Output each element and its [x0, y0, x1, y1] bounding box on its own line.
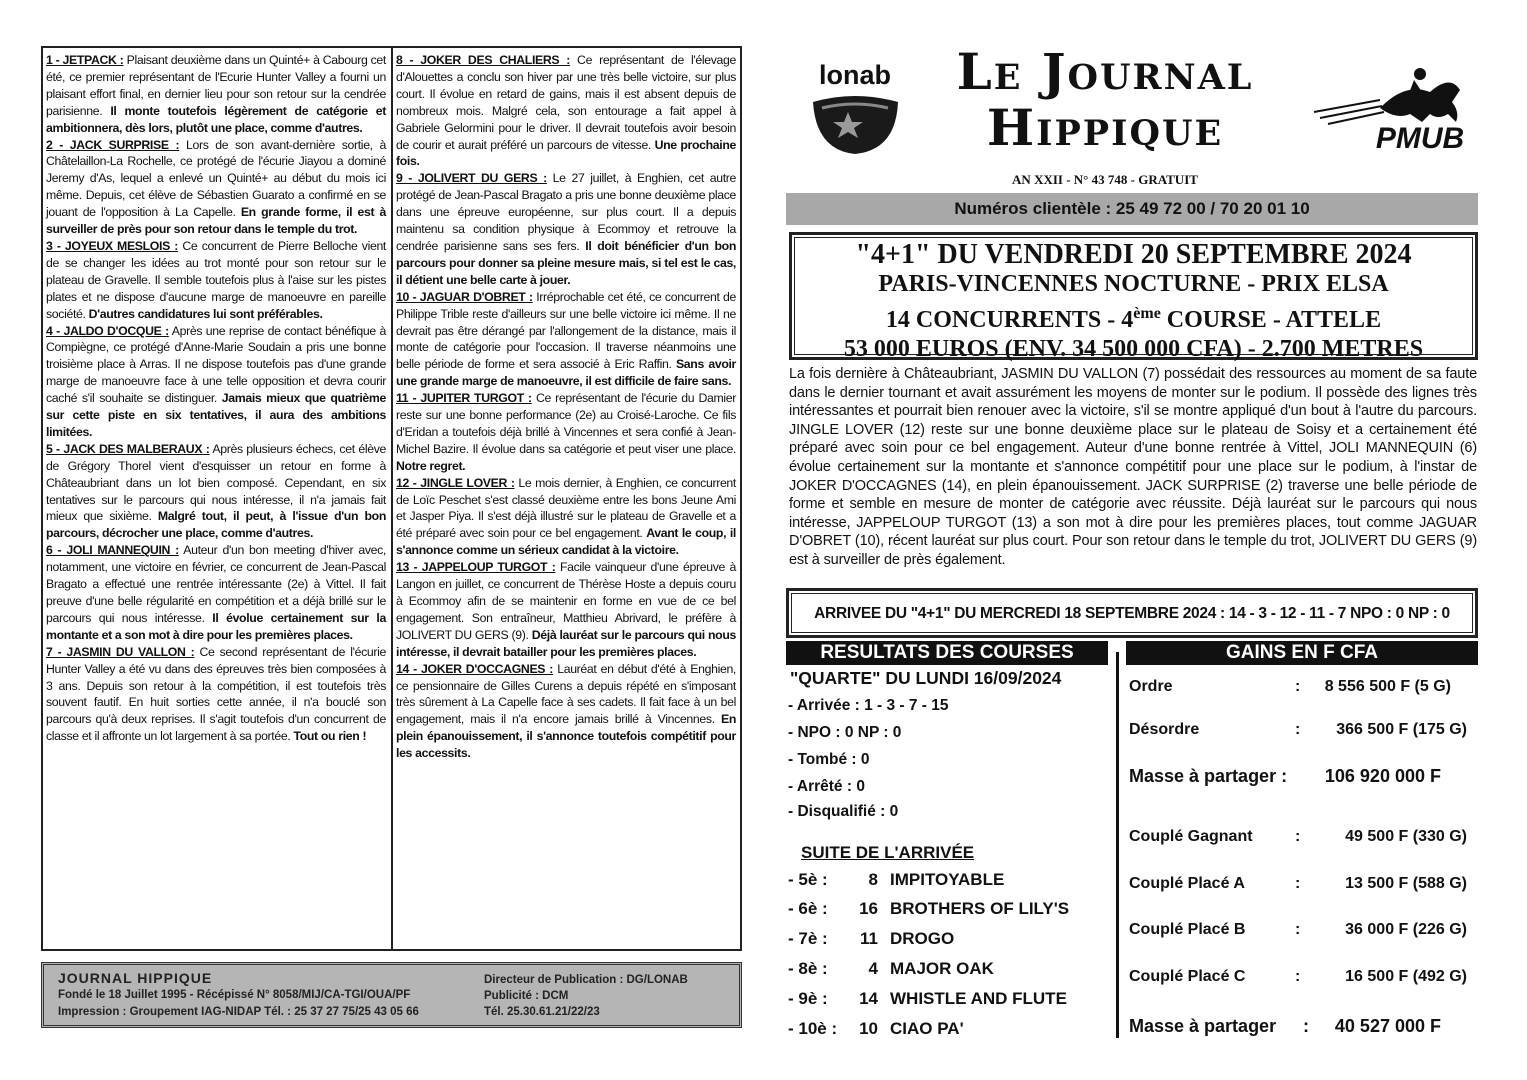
horse-name: 6 - JOLI MANNEQUIN :: [46, 543, 179, 558]
suite-row: - 5è : 8 IMPITOYABLE: [788, 870, 1005, 889]
title-line-2: Hippique: [986, 98, 1224, 157]
race-analysis: La fois dernière à Châteaubriant, JASMIN DU VALLON (7) possédait des ressources au moment de sa faute dans le dernier tournant et avait assurément les moyens de monter sur le podium. Il possède des lignes très intéressantes et pourrait bien renouer avec la victoire, s'il se montre appliqué d'un bout à l'autre du parcours. JINGLE LOVER (12) reste sur une bonne deuxième place sur le plateau de Soisy et a certainement été préparé avec soin pour ce bel engagement. Auteur d'une bonne rentrée à Vittel, JOLI MANNEQUIN (6) évolue certainement sur la montante et s'annonce compétitif pour une place sur le podium, à l'instar de JOKER D'OCCAGNES (14), en plein épanouissement. JACK SURPRISE (2) traverse une belle période de forme et semble en mesure de monter de catégorie avec réussite. Déjà lauréat sur le parcours qui nous intéresse, JAPPELOUP TURGOT (13) a son mot à dire pour les premières places, tout comme JAGUAR D'OBRET (10), récent lauréat sur plus court. Pour son retour dans le temple du trot, JOLIVERT DU GERS (9) est à surveiller de près également.: [789, 366, 1477, 568]
horse-name: 8 - JOKER DES CHALIERS :: [396, 53, 571, 67]
footer-phone: Tél. 25.30.61.21/22/23: [484, 1006, 600, 1018]
horse-body: Auteur d'un bon meeting d'hiver avec, notamment, une victoire en février, ce concurrent de Jean-Pascal Bragato a effectué une rentrée intéressante (2e) à Vittel. Il fait preuve d'une belle régularité en compétition et a déjà brillé sur le parcours qui nous intéresse.: [46, 543, 386, 625]
arrival-box: [786, 588, 1478, 638]
horse-commentary: [396, 170, 736, 288]
horse-verdict: Il monte toutefois légèrement de catégorie et ambitionnera, dès lors, plutôt une place, comme d'autres.: [46, 103, 386, 135]
suite-row: - 9è : 14 WHISTLE AND FLUTE: [788, 989, 1067, 1008]
suite-row: - 10è : 10 CIAO PA': [788, 1019, 964, 1038]
race-info-box: [789, 232, 1478, 360]
horse-body: Ce représentant de l'élevage d'Alouettes a conclu son hiver par une très belle victoire, sur plus court. Il évolue en retard de gains, mais il est absent depuis de nombreux mois. Malgré cela, son entourage a fait appel à Gabriele Gelormini pour le driver. Il devrait toutefois avoir besoin de courir et aurait préféré un parcours de vitesse.: [396, 53, 736, 152]
column-divider: [391, 46, 393, 951]
horse-name: 9 - JOLIVERT DU GERS :: [396, 171, 547, 186]
footer-printing: Impression : Groupement IAG-NIDAP Tél. : 25 37 27 75/25 43 05 66: [58, 1006, 419, 1018]
horse-body: Ce concurrent de Pierre Belloche vient de se changer les idées au trot monté pour son retour sur le plateau de Gravelle. Il semble toutefois plus à l'aise sur les pistes plates et ne dispose d'aucune marge de manoeuvre en pareille société.: [46, 238, 386, 321]
gain-row-couple-place-b: Couplé Placé B : 36 000 F (226 G): [1129, 921, 1467, 938]
gain-row-masse-1: Masse à partager : 106 920 000 F: [1129, 766, 1441, 786]
horse-body: Lors de son avant-dernière sortie, à Châtelaillon-La Rochelle, ce protégé de l'écurie Jiayou a dominé Jeremy d'As, lequel a enlevé un Quinté+ au début du mois ici même. Depuis, cet élève de Sébastien Guarato a confirmé en se jouant de l'opposition à La Capelle.: [46, 137, 387, 220]
horse-body: Le mois dernier, à Enghien, ce concurrent de Loïc Peschet s'est classé deuxième entre les bons Jeune Ami et Jasper Piya. Il s'est déjà illustré sur le plateau de Gravelle et a été préparé avec soin pour ce bel engagement.: [396, 475, 736, 541]
suite-row: - 7è : 11 DROGO: [788, 929, 955, 948]
horse-body: Lauréat en début d'été à Enghien, ce pensionnaire de Gilles Curens a depuis répété en s'imposant très sûrement à La Capelle face à ses cadets. Il fait face à un bel engagement, mais il n'a encore jamais brillé à Vincennes.: [396, 661, 736, 727]
commentary-column-2: [396, 52, 736, 762]
lonab-logo: [808, 50, 903, 160]
horse-commentary: [396, 390, 736, 475]
horse-verdict: Il évolue certainement sur la montante et a son mot à dire pour les premières places.: [46, 610, 386, 642]
horse-commentary: [46, 52, 386, 137]
footer-director: Directeur de Publication : DG/LONAB: [484, 974, 688, 986]
result-line: - Disqualifié : 0: [788, 803, 899, 820]
suite-title: SUITE DE L'ARRIVÉE: [801, 843, 975, 862]
horse-verdict: En plein épanouissement, il s'annonce toutefois compétitif pour les accessits.: [396, 712, 736, 761]
footer-founded: Fondé le 18 Juillet 1995 - Récépissé N° 8058/MIJ/CA-TGI/OUA/PF: [58, 989, 411, 1001]
horse-body: Après une reprise de contact bénéfique à Compiègne, ce protégé d'Anne-Marie Soudain a pris une bonne troisième place à Arras. Il ne dispose toutefois pas d'une grande marge de manoeuvre face à une telle opposition et devra courir caché s'il souhaite se distinguer.: [46, 323, 386, 406]
horse-commentary: [46, 137, 386, 238]
horse-verdict: Une prochaine fois.: [396, 137, 736, 169]
horse-commentary: [46, 238, 386, 323]
gain-row-ordre: Ordre : 8 556 500 F (5 G): [1129, 678, 1451, 695]
horse-name: 5 - JACK DES MALBERAUX :: [46, 441, 210, 456]
results-header: RESULTATS DES COURSES: [786, 641, 1108, 665]
quarte-title: "QUARTE" DU LUNDI 16/09/2024: [790, 668, 1062, 688]
horse-verdict: Déjà lauréat sur le parcours qui nous intéresse, il devrait batailler pour les premières places.: [396, 627, 736, 659]
horse-commentary: [46, 441, 386, 542]
gain-row-couple-place-c: Couplé Placé C : 16 500 F (492 G): [1129, 968, 1467, 985]
horse-commentary: [396, 475, 736, 560]
race-venue: PARIS-VINCENNES NOCTURNE - PRIX ELSA: [878, 271, 1389, 297]
publication-footer: [41, 962, 742, 1028]
horse-commentary: [396, 559, 736, 660]
horse-verdict: Sans avoir une grande marge de manoeuvre, il est difficile de faire sans.: [396, 357, 736, 389]
horse-verdict: Malgré tout, il peut, à l'issue d'un bon parcours, décrocher une place, comme d'autres.: [46, 509, 386, 541]
horse-body: Le 27 juillet, à Enghien, cet autre protégé de Jean-Pascal Bragato a pris une bonne deuxième place dans une épreuve européenne, sur plus court. Il a depuis maintenu sa condition physique à Ecommoy et retrouve la cendrée parisienne sans ses fers.: [396, 171, 736, 253]
horse-verdict: Avant le coup, il s'annonce comme un sérieux candidat à la victoire.: [396, 526, 736, 558]
commentary-column-1: [46, 52, 386, 745]
horse-commentary: [46, 542, 386, 643]
horse-verdict: Notre regret.: [396, 458, 466, 473]
horse-name: 2 - JACK SURPRISE :: [46, 137, 180, 152]
newspaper-title: [925, 44, 1285, 156]
horse-verdict: Tout ou rien !: [293, 729, 367, 744]
arrival-text: ARRIVEE DU "4+1" DU MERCREDI 18 SEPTEMBRE 2024 : 14 - 3 - 12 - 11 - 7 NPO : 0 NP : 0: [791, 593, 1473, 633]
horse-commentary: [46, 644, 386, 745]
horse-body: Facile vainqueur d'une épreuve à Langon en juillet, ce concurrent de Thérèse Hoste a depuis couru à Ecommoy afin de se maintenir en forme en vue de ce bel engagement. Son entraîneur, Matthieu Abrivard, le préfère à JOLIVERT DU GERS (9).: [396, 560, 736, 642]
horse-name: 10 - JAGUAR D'OBRET :: [396, 289, 533, 304]
horse-name: 14 - JOKER D'OCCAGNES :: [396, 661, 554, 676]
lonab-logo-graphic: [808, 50, 903, 160]
race-title: "4+1" DU VENDREDI 20 SEPTEMBRE 2024: [855, 239, 1412, 270]
gain-row-couple-place-a: Couplé Placé A : 13 500 F (588 G): [1129, 875, 1467, 892]
horse-rider-icon: [1310, 62, 1470, 157]
footer-publicity: Publicité : DCM: [484, 990, 569, 1002]
horse-commentary: [396, 289, 736, 390]
horse-name: 7 - JASMIN DU VALLON :: [46, 644, 195, 659]
horse-commentary: [46, 323, 386, 441]
horse-name: 12 - JINGLE LOVER :: [396, 475, 515, 490]
pmub-wordmark: PMUB: [1375, 122, 1465, 155]
result-line: - Arrivée : 1 - 3 - 7 - 15: [788, 697, 949, 714]
race-info-inner: [794, 237, 1473, 362]
customer-numbers: Numéros clientèle : 25 49 72 00 / 70 20 01 10: [786, 193, 1478, 225]
horse-verdict: D'autres candidatures lui sont préférables.: [88, 306, 323, 321]
result-line: - Tombé : 0: [788, 751, 870, 768]
pmub-logo: [1310, 62, 1470, 157]
horse-name: 1 - JETPACK :: [46, 53, 124, 67]
gain-row-couple-gagnant: Couplé Gagnant : 49 500 F (330 G): [1129, 828, 1467, 845]
horse-verdict: Jamais mieux que quatrième sur cette piste en six tentatives, il aura des ambitions limitées.: [46, 391, 386, 439]
result-line: - Arrêté : 0: [788, 778, 865, 795]
horse-commentary: [396, 661, 736, 762]
edition-info: AN XXII - N° 43 748 - GRATUIT: [1012, 172, 1198, 187]
title-line-1: Le Journal: [956, 42, 1254, 101]
horse-name: 13 - JAPPELOUP TURGOT :: [396, 560, 556, 575]
results-divider: [1116, 652, 1119, 1038]
horse-name: 3 - JOYEUX MESLOIS :: [46, 238, 179, 253]
gain-row-masse-2: Masse à partager : 40 527 000 F: [1129, 1016, 1441, 1036]
horse-body: Ce second représentant de l'écurie Hunter Valley a été vu dans des épreuves très bien composées à 3 ans. Depuis son retour à la compétition, il est toutefois très souvent fautif. En huit sorties cette année, il n'a bouclé son parcours qu'à deux reprises. Il s'agit toutefois d'un concurrent de classe et il affronte un lot largement à sa portée.: [46, 644, 386, 744]
horse-body: Irréprochable cet été, ce concurrent de Philippe Trible reste d'ailleurs sur une belle victoire ici même. Il ne devrait pas être dérangé par l'allongement de la distance, mais il monte de catégorie pour l'occasion. Il traverse néanmoins une belle période de forme et sera associé à Eric Raffin.: [396, 289, 736, 372]
suite-row: - 6è : 16 BROTHERS OF LILY'S: [788, 899, 1070, 918]
horse-body: Plaisant deuxième dans un Quinté+ à Cabourg cet été, ce premier représentant de l'Ecurie Hunter Valley a fourni un plaisant effort final, en dernier lieu pour son retour sur la cendrée parisienne.: [46, 53, 386, 118]
horse-name: 4 - JALDO D'OCQUE :: [46, 323, 169, 338]
horse-commentary: [396, 52, 736, 170]
footer-title: JOURNAL HIPPIQUE: [58, 970, 213, 986]
race-purse: 53 000 EUROS (ENV. 34 500 000 CFA) - 2.700 METRES: [843, 336, 1424, 362]
suite-row: - 8è : 4 MAJOR OAK: [788, 959, 994, 978]
result-line: - NPO : 0 NP : 0: [788, 724, 902, 741]
horse-body: Ce représentant de l'écurie du Damier reste sur une bonne performance (2e) au Croisé-Laroche. Ce fils d'Eridan a toutefois déjà brillé à Vincennes et sera confié à Jean-Michel Bazire. Il évolue dans sa catégorie et peut viser une place.: [396, 391, 736, 456]
horse-verdict: En grande forme, il est à surveiller de près pour son retour dans le temple du trot.: [46, 205, 386, 237]
horse-name: 11 - JUPITER TURGOT :: [396, 391, 532, 406]
race-runners: 14 CONCURRENTS - 4ème COURSE - ATTELE: [885, 305, 1382, 333]
lonab-wordmark: lonab: [819, 60, 891, 90]
gain-row-desordre: Désordre : 366 500 F (175 G): [1129, 721, 1467, 738]
gains-header: GAINS EN F CFA: [1126, 641, 1478, 665]
horse-verdict: Il doit bénéficier d'un bon parcours pour donner sa pleine mesure mais, si tel est le cas, il détient une belle carte à jouer.: [396, 238, 737, 287]
horse-body: Après plusieurs échecs, cet élève de Grégory Thorel vient d'esquisser un retour en forme à Châteaubriant dans un lot bien composé. Cependant, en six tentatives sur le parcours qui nous intéresse, il n'a jamais fait mieux que sixième.: [46, 441, 386, 524]
